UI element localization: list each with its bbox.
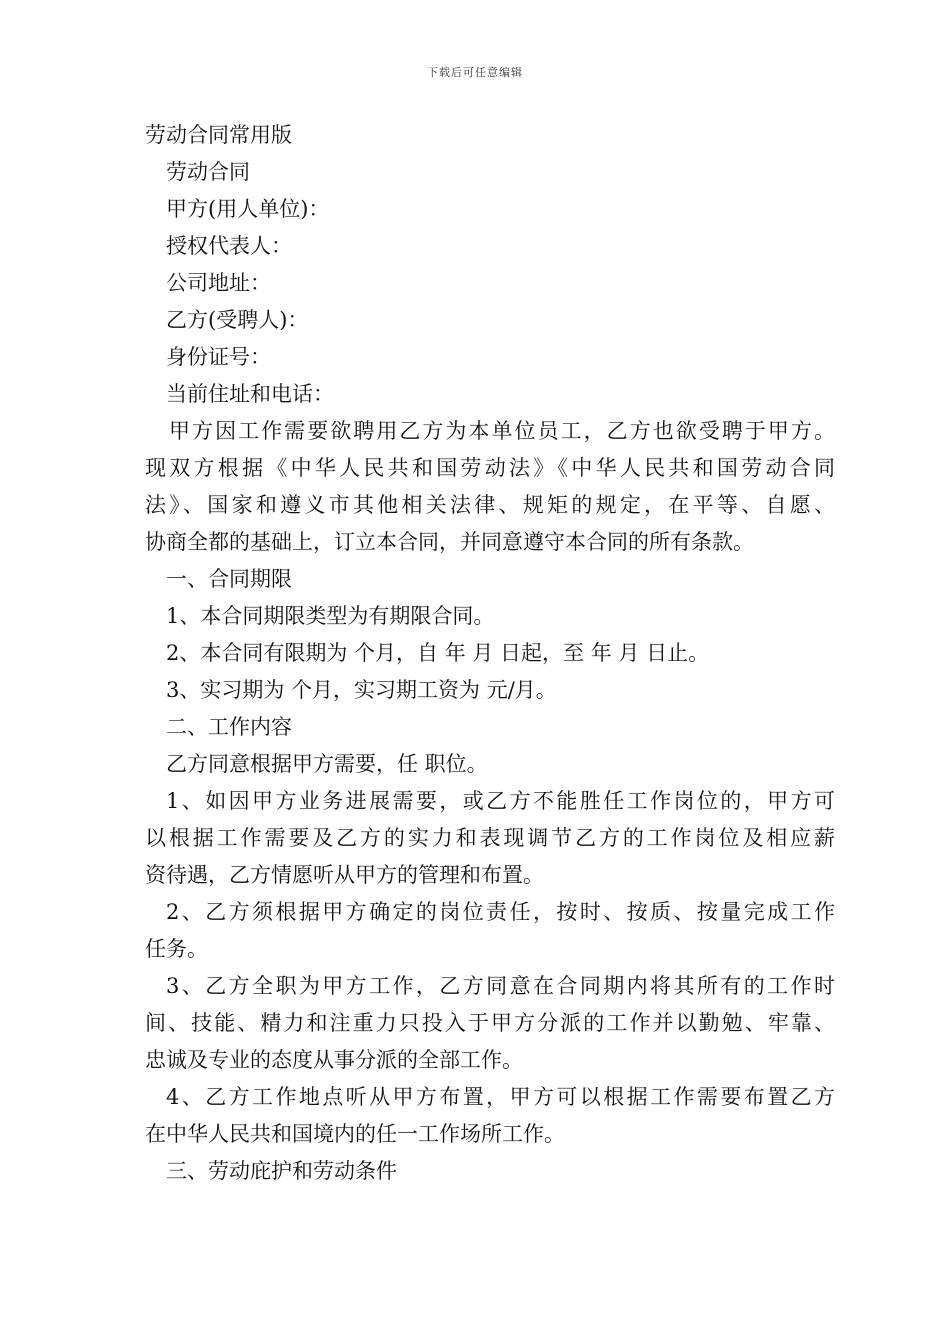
field-current-address-phone: 当前住址和电话： xyxy=(166,382,334,406)
section2-heading: 二、工作内容 xyxy=(166,715,292,739)
section1-item: 2、本合同有限期为 个月，自 年 月 日起，至 年 月 日止。 xyxy=(166,641,710,665)
section2-item3-line: 间、技能、精力和注重力只投入于甲方分派的工作并以勤勉、牢靠、 xyxy=(145,1011,835,1035)
section2-item1-line: 1、如因甲方业务进展需要，或乙方不能胜任工作岗位的，甲方可 xyxy=(166,789,835,813)
field-party-a: 甲方(用人单位)： xyxy=(166,197,330,221)
section2-item2-line: 任务。 xyxy=(145,937,208,961)
section2-item4-line: 在中华人民共和国境内的任一工作场所工作。 xyxy=(145,1122,565,1146)
section2-item2-line: 2、乙方须根据甲方确定的岗位责任，按时、按质、按量完成工作 xyxy=(166,900,835,924)
page-header-note: 下载后可任意编辑 xyxy=(427,66,523,79)
field-id-number: 身份证号： xyxy=(166,345,271,369)
document-title: 劳动合同常用版 xyxy=(145,123,292,147)
section2-item1-line: 以根据工作需要及乙方的实力和表现调节乙方的工作岗位及相应薪 xyxy=(145,826,835,850)
preamble-line: 甲方因工作需要欲聘用乙方为本单位员工，乙方也欲受聘于甲方。 xyxy=(169,419,835,443)
section2-intro: 乙方同意根据甲方需要，任 职位。 xyxy=(166,752,488,776)
section1-heading: 一、合同期限 xyxy=(166,567,292,591)
section2-item1-line: 资待遇，乙方情愿听从甲方的管理和布置。 xyxy=(145,863,544,887)
preamble-line: 现双方根据《中华人民共和国劳动法》《中华人民共和国劳动合同 xyxy=(145,456,835,480)
section2-item3-line: 忠诚及专业的态度从事分派的全部工作。 xyxy=(145,1048,523,1072)
section2-item4-line: 4、乙方工作地点听从甲方布置，甲方可以根据工作需要布置乙方 xyxy=(166,1085,835,1109)
field-party-b: 乙方(受聘人)： xyxy=(166,308,309,332)
section3-heading: 三、劳动庇护和劳动条件 xyxy=(166,1159,397,1183)
field-representative: 授权代表人： xyxy=(166,234,292,258)
document-body xyxy=(145,117,835,1190)
preamble-line: 法》、国家和遵义市其他相关法律、规矩的规定，在平等、自愿、 xyxy=(145,493,835,517)
section2-item3-line: 3、乙方全职为甲方工作，乙方同意在合同期内将其所有的工作时 xyxy=(166,974,835,998)
field-address: 公司地址： xyxy=(166,271,271,295)
preamble-line: 协商全都的基础上，订立本合同，并同意遵守本合同的所有条款。 xyxy=(145,530,754,554)
section1-item: 1、本合同期限类型为有期限合同。 xyxy=(166,604,495,628)
document-subtitle: 劳动合同 xyxy=(166,160,250,184)
section1-item: 3、实习期为 个月，实习期工资为 元/月。 xyxy=(166,678,557,702)
